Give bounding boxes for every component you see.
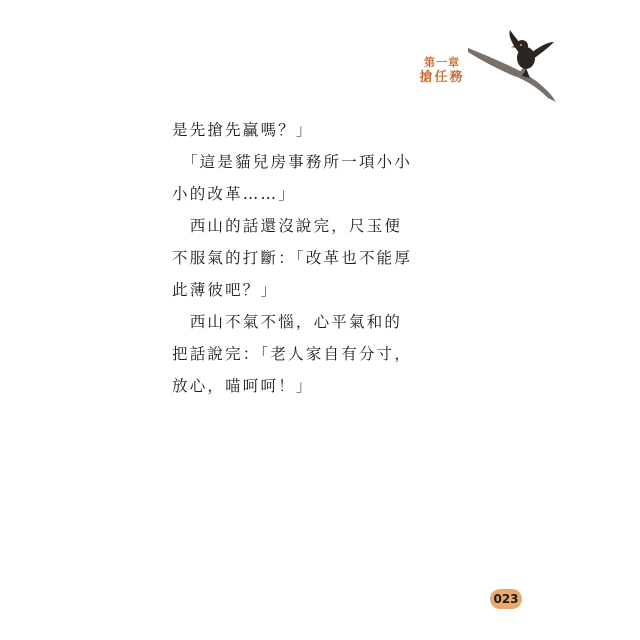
page-number-badge: 023 bbox=[490, 589, 522, 609]
text-line-1: 是先搶先贏嗎？」 bbox=[172, 121, 314, 139]
chapter-number: 第一章 bbox=[424, 56, 460, 69]
branch-shape bbox=[468, 48, 556, 102]
text-line-4: 西山的話還沒說完，尺玉便 bbox=[172, 217, 403, 235]
crow-right-wing bbox=[531, 42, 554, 59]
text-line-2: 「這是貓兒房事務所一項小小 bbox=[172, 153, 413, 171]
text-line-3: 小的改革……」 bbox=[172, 185, 296, 203]
story-text bbox=[172, 114, 472, 402]
crow-on-branch-illustration bbox=[468, 26, 558, 106]
text-line-5: 不服氣的打斷：「改革也不能厚 bbox=[172, 249, 413, 267]
text-line-9: 放心，喵呵呵！」 bbox=[172, 377, 314, 395]
text-line-6: 此薄彼吧？」 bbox=[172, 281, 279, 299]
text-line-8: 把話說完：「老人家自有分寸， bbox=[172, 345, 413, 363]
chapter-title: 搶任務 bbox=[419, 70, 465, 85]
text-line-7: 西山不氣不惱，心平氣和的 bbox=[172, 313, 403, 331]
crow-eye bbox=[520, 44, 522, 46]
